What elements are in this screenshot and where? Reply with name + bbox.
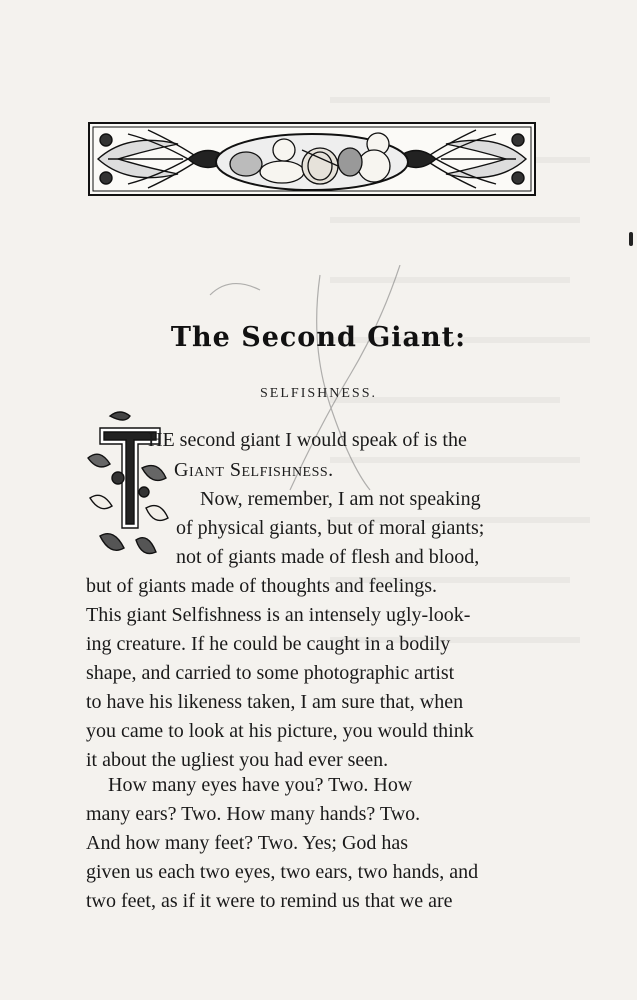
text-line: not of giants made of flesh and blood, <box>176 546 480 568</box>
text-line: How many eyes have you? Two. How <box>108 774 413 796</box>
text-line: to have his likeness taken, I am sure that, when <box>86 691 464 713</box>
page-edge-mark <box>629 232 633 246</box>
text-line: ing creature. If he could be caught in a bodily <box>86 633 451 655</box>
text-line: Giant Selfishness. <box>174 459 334 481</box>
text-line: And how many feet? Two. Yes; God has <box>86 832 409 854</box>
text-line: of physical giants, but of moral giants; <box>176 517 485 539</box>
headpiece-ornament <box>88 122 536 196</box>
text-line: Now, remember, I am not speaking <box>200 488 481 510</box>
chapter-subtitle: SELFISHNESS. <box>260 386 377 401</box>
text-line: shape, and carried to some photographic artist <box>86 662 455 684</box>
text-line: two feet, as if it were to remind us that we are <box>86 890 453 912</box>
text-line: you came to look at his picture, you would think <box>86 720 474 742</box>
chapter-title: The Second Giant: <box>170 322 467 353</box>
text-line: it about the ugliest you had ever seen. <box>86 749 389 771</box>
text-line: HE second giant I would speak of is the <box>148 429 467 451</box>
text-line: but of giants made of thoughts and feelings. <box>86 575 438 597</box>
text-line: This giant Selfishness is an intensely ugly-look- <box>86 604 471 626</box>
text-line: many ears? Two. How many hands? Two. <box>86 803 421 825</box>
text-line: given us each two eyes, two ears, two hands, and <box>86 861 479 883</box>
